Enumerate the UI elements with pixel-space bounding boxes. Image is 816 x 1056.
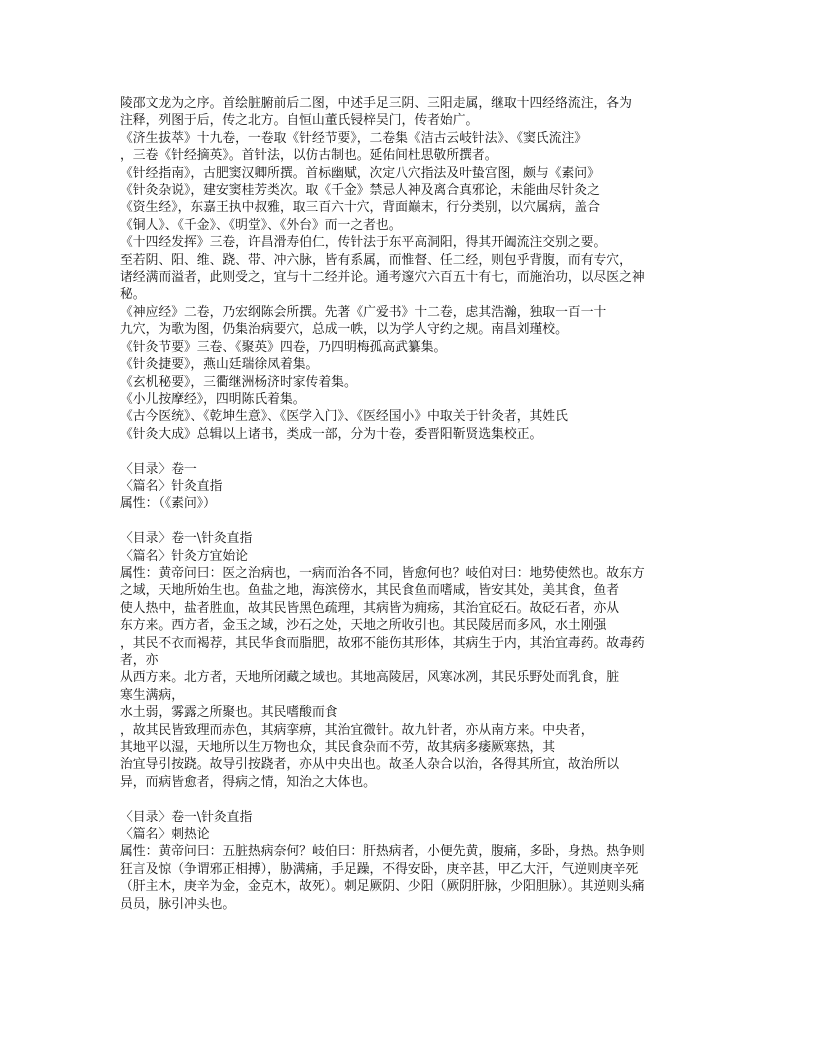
catalog-line: 〈目录〉卷一 (120, 461, 197, 477)
text-line: 注释，列图于后，传之北方。自恒山董氏锓梓吴门，传者始广。 (120, 113, 479, 129)
catalog-line: 〈目录〉卷一\针灸直指 (120, 531, 253, 547)
text-line: 《古今医统》、《乾坤生意》、《医学入门》、《医经国小》中取关于针灸者，其姓氏 (120, 409, 568, 425)
chapter-title-line: 〈篇名〉针灸方宜始论 (120, 548, 248, 564)
text-line: 水土弱，雾露之所聚也。其民嗜酸而食 (120, 705, 338, 721)
text-line: 《资生经》，东嘉王执中叔雅，取三百六十穴，背面巅末，行分类别，以穴属病，盖合 (120, 200, 600, 216)
text-line: 者，亦 (120, 652, 159, 668)
text-line: 之域，天地所始生也。鱼盐之地，海滨傍水，其民食鱼而嗜咸，皆安其处，美其食，鱼者 (120, 583, 620, 599)
intro-block (120, 95, 700, 443)
text-line: 寒生满病， (120, 687, 184, 703)
text-line: ，其民不衣而褐荐，其民华食而脂肥，故邪不能伤其形体，其病生于内，其治宜毒药。故毒药 (120, 635, 645, 651)
text-line: 九穴，为歌为图，仍集治病要穴，总成一帙，以为学人守约之规。南昌刘瑾校。 (120, 322, 568, 338)
text-line: 《小儿按摩经》，四明陈氏着集。 (120, 391, 306, 407)
text-line: 诸经满而溢者，此则受之，宜与十二经并论。通考邃穴六百五十有七，而施治功，以尽医之神 (120, 270, 645, 286)
text-line: （肝主木，庚辛为金，金克木，故死）。刺足厥阴、少阳（厥阴肝脉，少阳胆脉）。其逆则头痛 (120, 879, 645, 895)
text-line: 《十四经发挥》三卷，许昌滑寿伯仁，传针法于东平高洞阳，得其开阖流注交别之要。 (120, 235, 607, 251)
text-line: 《针灸节要》三卷、《聚英》四卷，乃四明梅孤高武纂集。 (120, 339, 447, 355)
text-line: 《济生拔萃》十九卷，一卷取《针经节要》，二卷集《洁古云岐针法》、《窦氏流注》 (120, 130, 588, 146)
attribute-line: 属性：（《素问》） (120, 496, 216, 512)
text-line: 《针灸捷要》，燕山廷瑞徐凤着集。 (120, 357, 319, 373)
section-gap (120, 791, 700, 808)
text-line: 狂言及惊（争谓邪正相搏），胁满痛，手足躁，不得安卧，庚辛甚，甲乙大汗，气逆则庚辛死 (120, 861, 639, 877)
text-line: 《铜人》、《千金》、《明堂》、《外台》而一之者也。 (120, 217, 402, 233)
text-line: ，三卷《针经摘英》。首针法，以仿古制也。延佑间杜思敬所撰者。 (120, 148, 498, 164)
text-line: 《针灸大成》总辑以上诸书，类成一部，分为十卷，委晋阳靳贤选集校正。 (120, 426, 543, 442)
chapter-title-line: 〈篇名〉刺热论 (120, 827, 210, 843)
catalog-line: 〈目录〉卷一\针灸直指 (120, 809, 253, 825)
section-ci-re-lun (120, 809, 700, 913)
attribute-line: 属性：黄帝问曰：五脏热病奈何？岐伯曰：肝热病者，小便先黄，腹痛，多卧，身热。热争则 (120, 844, 645, 860)
section-juan-yi (120, 461, 700, 513)
section-gap (120, 513, 700, 530)
section-fangyi-shilun (120, 530, 700, 791)
text-line: 其地平以湿，天地所以生万物也众，其民食杂而不劳，故其病多痿厥寒热，其 (120, 740, 556, 755)
text-line: 至若阴、阳、维、跷、带、冲六脉，皆有系属，而惟督、任二经，则包乎背腹，而有专穴， (120, 252, 632, 268)
chapter-title-line: 〈篇名〉针灸直指 (120, 478, 223, 494)
text-line: 异，而病皆愈者，得病之情，知治之大体也。 (120, 774, 376, 790)
text-line: 东方来。西方者，金玉之域，沙石之处，天地之所收引也。其民陵居而多风，水土刚强 (120, 618, 607, 634)
text-line: 陵邵文龙为之序。首绘脏腑前后二图，中述手足三阴、三阳走属，继取十四经络流注，各为 (120, 96, 632, 111)
text-line: 《针灸杂说》，建安窦桂芳类次。取《千金》禁忌人神及离合真邪论，未能曲尽针灸之 (120, 183, 600, 199)
section-gap (120, 443, 700, 460)
text-line: 《针经指南》，古肥窦汉卿所撰。首标幽赋，次定八穴指法及叶蛰宫图，颇与《素问》 (120, 165, 600, 181)
attribute-line: 属性：黄帝问曰：医之治病也，一病而治各不同，皆愈何也？岐伯对曰：地势使然也。故东方 (120, 565, 645, 581)
text-line: 治宜导引按跷。故导引按跷者，亦从中央出也。故圣人杂合以治，各得其所宜，故治所以 (120, 757, 620, 773)
text-line: 从西方来。北方者，天地所闭藏之域也。其地高陵居，风寒冰冽，其民乐野处而乳食，脏 (120, 670, 620, 686)
text-line: ，故其民皆致理而赤色，其病挛痹，其治宜微针。故九针者，亦从南方来。中央者， (120, 722, 594, 738)
text-line: 秘。 (120, 287, 146, 303)
document-page (120, 95, 700, 913)
text-line: 员员，脉引冲头也。 (120, 896, 236, 912)
text-line: 《玄机秘要》，三衢继洲杨济时家传着集。 (120, 374, 357, 390)
text-line: 使人热中，盐者胜血，故其民皆黑色疏理，其病皆为痈疡，其治宜砭石。故砭石者，亦从 (120, 600, 620, 616)
text-line: 《神应经》二卷，乃宏纲陈会所撰。先著《广爱书》十二卷，虑其浩瀚，独取一百一十 (120, 304, 607, 320)
